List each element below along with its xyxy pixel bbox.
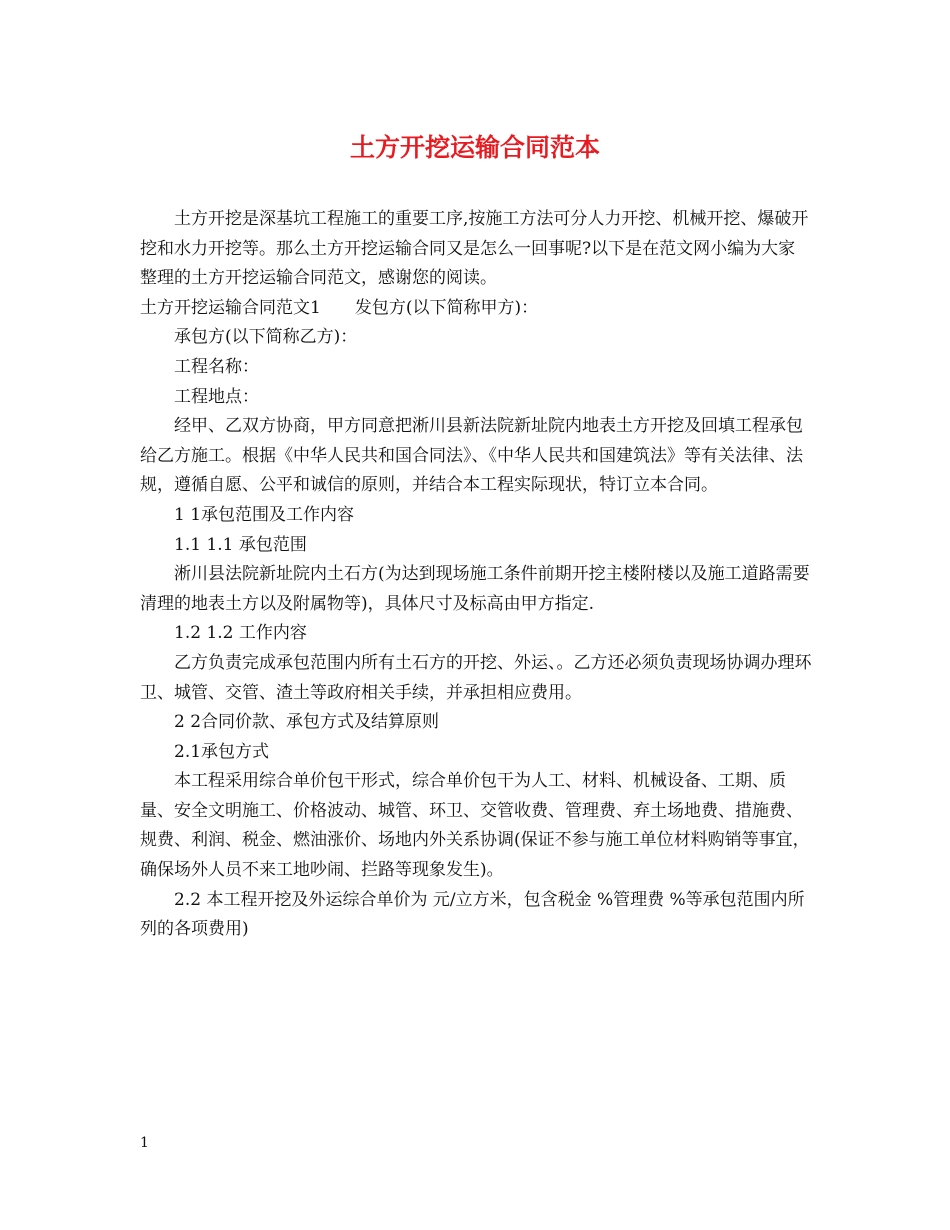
paragraph: 本工程采用综合单价包干形式，综合单价包干为人工、材料、机械设备、工期、质量、安全文明施工、价格波动、城管、环卫、交管收费、管理费、弃土场地费、措施费、规费、利润、税金、燃油涨价、场地内外关系协调(保证不参与施工单位材料购销等事宜，确保场外人员不来工地吵闹、拦路等现象发生)。 [140,771,810,881]
paragraph: 承包方(以下简称乙方)： [174,327,358,348]
paragraph: 2.2 本工程开挖及外运综合单价为 元/立方米，包含税金 %管理费 %等承包范围内所列的各项费用) [140,889,805,940]
paragraph: 乙方负责完成承包范围内所有土石方的开挖、外运、。乙方还必须负责现场协调办理环卫、城管、交管、渣土等政府相关手续，并承担相应费用。 [140,652,812,703]
paragraph: 工程名称： [174,356,259,377]
paragraph: 土方开挖运输合同范文1 发包方(以下简称甲方)： [140,297,539,318]
paragraph: 经甲、乙双方协商，甲方同意把淅川县新法院新址院内地表土方开挖及回填工程承包给乙方施工。根据《中华人民共和国合同法》、《中华人民共和国建筑法》等有关法律、法规，遵循自愿、公平和诚信的原则，并结合本工程实际现状，特订立本合同。 [140,416,803,496]
page-number: 1 [140,1135,149,1151]
paragraph: 1.2 1.2 工作内容 [174,623,307,644]
paragraph: 1 1承包范围及工作内容 [174,504,355,525]
paragraph: 土方开挖是深基坑工程施工的重要工序,按施工方法可分人力开挖、机械开挖、爆破开挖和水力开挖等。那么土方开挖运输合同又是怎么一回事呢?以下是在范文网小编为大家整理的土方开挖运输合同范文，感谢您的阅读。 [140,209,809,289]
paragraph: 工程地点： [174,386,259,407]
document-body [140,205,812,945]
document-title: 土方开挖运输合同范本 [349,133,600,162]
paragraph: 2.1承包方式 [174,741,270,762]
paragraph: 2 2合同价款、承包方式及结算原则 [174,712,440,733]
paragraph: 淅川县法院新址院内土石方(为达到现场施工条件前期开挖主楼附楼以及施工道路需要清理的地表土方以及附属物等)，具体尺寸及标高由甲方指定. [140,564,810,614]
paragraph: 1.1 1.1 承包范围 [174,534,307,555]
